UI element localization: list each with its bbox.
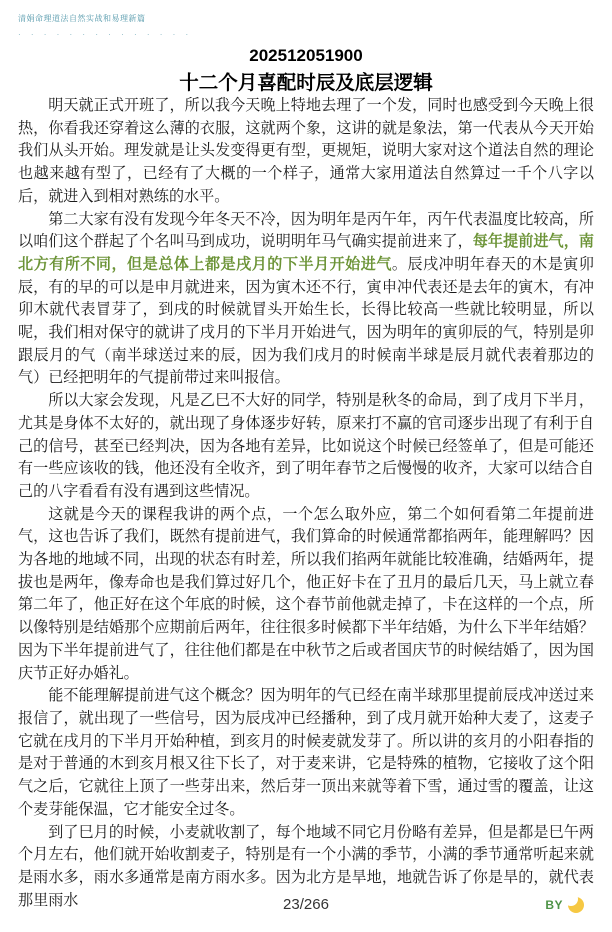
- content: [18, 95, 594, 912]
- text-segment: 能不能理解提前进气这个概念？因为明年的气已经在南半球那里提前辰戌冲送过来报信了，就出现了一些信号，因为辰戌冲已经播种，到了戌月就开始种大麦了，这麦子它就在戌月的下半月开始种植，到亥月的时候麦就发芽了。所以讲的亥月的小阳春指的是对于普通的木到亥月根又往下长了，对于麦来讲，它是特殊的植物，它接收了这个阳气之后，它就往上顶了一些芽出来，然后芽一顶出来就等着下雪，通过雪的覆盖，让这个麦芽能保温，它才能安全过冬。: [18, 687, 594, 818]
- byline-watermark: [545, 897, 584, 913]
- text-segment: 所以大家会发现，凡是乙巳不大好的同学，特别是秋冬的命局，到了戌月下半月，尤其是身体不太好的，就出现了身体逐步好转，原来打不赢的官司逐步出现了有利于自己的信号，甚至已经判决，因为各地有差异，比如说这个时候已经签单了，但是可能还有一些应该收的钱，他还没有全收齐，到了明年春节之后慢慢的收齐，大家可以结合自己的八字看看有没有遇到这些情况。: [18, 392, 594, 500]
- paragraph: [18, 95, 594, 209]
- paragraph: [18, 390, 594, 504]
- footer: [0, 896, 612, 916]
- page-title: 十二个月喜配时辰及底层逻辑: [179, 72, 433, 94]
- byline-text: BY: [545, 898, 563, 912]
- brand-header-text: 清娟命理道法自然实战和易理新篇: [18, 14, 146, 23]
- text-segment: 到了巳月的时候，小麦就收割了，每个地域不同它月份略有差异，但是都是巳午两个月左右，他们就开始收割麦子，特别是有一个小满的季节，小满的季节通常听起来就是雨水多，雨水多通常是南方雨水多。因为北方是旱地，地就告诉了你是旱的，就代表那里雨水: [18, 823, 594, 909]
- text-segment: 这就是今天的课程我讲的两个点，一个怎么取外应，第二个如何看第二年提前进气，这也告诉了我们，既然有提前进气，我们算命的时候通常都掐两年，能理解吗？因为各地的地域不同，出现的状态有时差，所以我们掐两年就能比较准确，结婚两年，提拔也是两年，像寿命也是我们算过好几个，他正好卡在了丑月的最后几天，马上就立春第二年了，他正好在这个年底的时候，这个春节前他就走掉了，卡在这样的一个点，所以像特别是结婚那个应期前后两年，往往很多时候都下半年结婚，为什么下半年结婚？因为下半年提前进气了，往往他们都是在中秋节之后或者国庆节的时候结婚了，因为国庆节正好办婚礼。: [18, 505, 594, 682]
- text-segment: 。辰戌冲明年春天的木是寅卯辰，有的早的可以是申月就进来，因为寅木还不行，寅申冲代表还是去年的寅木，有冲卯木就代表冒芽了，到戌的时候就冒头开始生长，长得比较高一些就比较明显，所以呢，我们相对保守的就讲了戌月的下半月开始进气，因为明年的寅卯辰的气，特别是卯跟辰月的气（南半球送过来的辰，因为我们戌月的时候南半球是辰月就代表着那边的气）已经把明年的气提前带过来叫报信。: [18, 255, 594, 387]
- paragraph: [18, 209, 594, 391]
- paragraph: [18, 685, 594, 821]
- crescent-moon-icon: [568, 897, 584, 913]
- dotted-divider: · · · · · · · · · · · · · ·: [18, 30, 193, 39]
- page-indicator: 23/266: [283, 896, 329, 913]
- text-segment: 第二大家有没有发现今年冬天不冷，因为明年是丙午年，丙午代表温度比较高，所以咱们这个群起了个名叫马到成功，说明明年马气确实提前进来了，: [18, 210, 594, 251]
- highlighted-text: 每年提前进气，南北方有所不同，但是总体上都是戌月的下半月开始进气: [18, 233, 594, 273]
- text-segment: 明天就正式开班了，所以我今天晚上特地去理了一个发，同时也感受到今天晚上很热，你看我还穿着这么薄的衣服，这就两个象，这讲的就是象法，第一代表从今天开始我们从头开始。理发就是让头发变得更有型，更规矩，说明大家对这个道法自然的理论也越来越有型了，已经有了大概的一个样子，通常大家用道法自然算过一千个八字以后，就进入到相对熟练的水平。: [18, 97, 594, 205]
- document-id-title: 202512051900: [249, 46, 363, 65]
- paragraph: [18, 504, 594, 686]
